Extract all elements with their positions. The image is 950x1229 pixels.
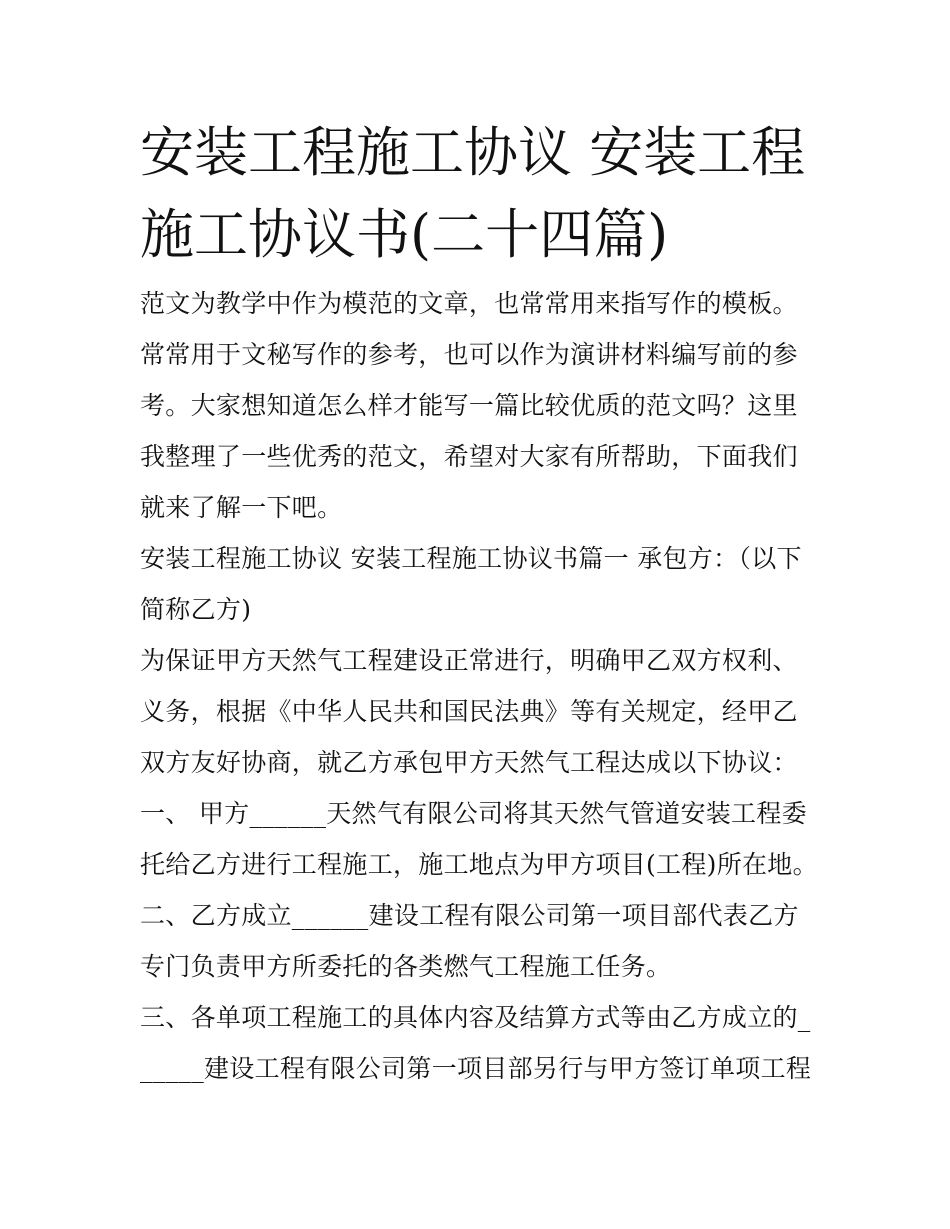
clause-1-paragraph: 一、 甲方______天然气有限公司将其天然气管道安装工程委托给乙方进行工程施工，施工地点为甲方项目(工程)所在地。 [140,799,818,879]
clause-2-paragraph: 二、乙方成立______建设工程有限公司第一项目部代表乙方专门负责甲方所委托的各类燃气工程施工任务。 [140,901,799,981]
clause-3-paragraph: 三、各单项工程施工的具体内容及结算方式等由乙方成立的______建设工程有限公司第一项目部另行与甲方签订单项工程 [140,1003,812,1083]
document-body [140,278,820,1094]
intro-paragraph: 范文为教学中作为模范的文章，也常常用来指写作的模板。常常用于文秘写作的参考，也可以作为演讲材料编写前的参考。大家想知道怎么样才能写一篇比较优质的范文吗？这里我整理了一些优秀的范文，希望对大家有所帮助，下面我们就来了解一下吧。 [140,289,798,522]
section-heading-paragraph: 安装工程施工协议 安装工程施工协议书篇一 承包方：（以下简称乙方) [140,544,802,624]
document-title: 安装工程施工协议 安装工程施工协议书(二十四篇) [140,121,806,266]
preamble-paragraph: 为保证甲方天然气工程建设正常进行，明确甲乙双方权利、义务，根据《中华人民共和国民法典》等有关规定，经甲乙双方友好协商，就乙方承包甲方天然气工程达成以下协议： [140,646,798,777]
